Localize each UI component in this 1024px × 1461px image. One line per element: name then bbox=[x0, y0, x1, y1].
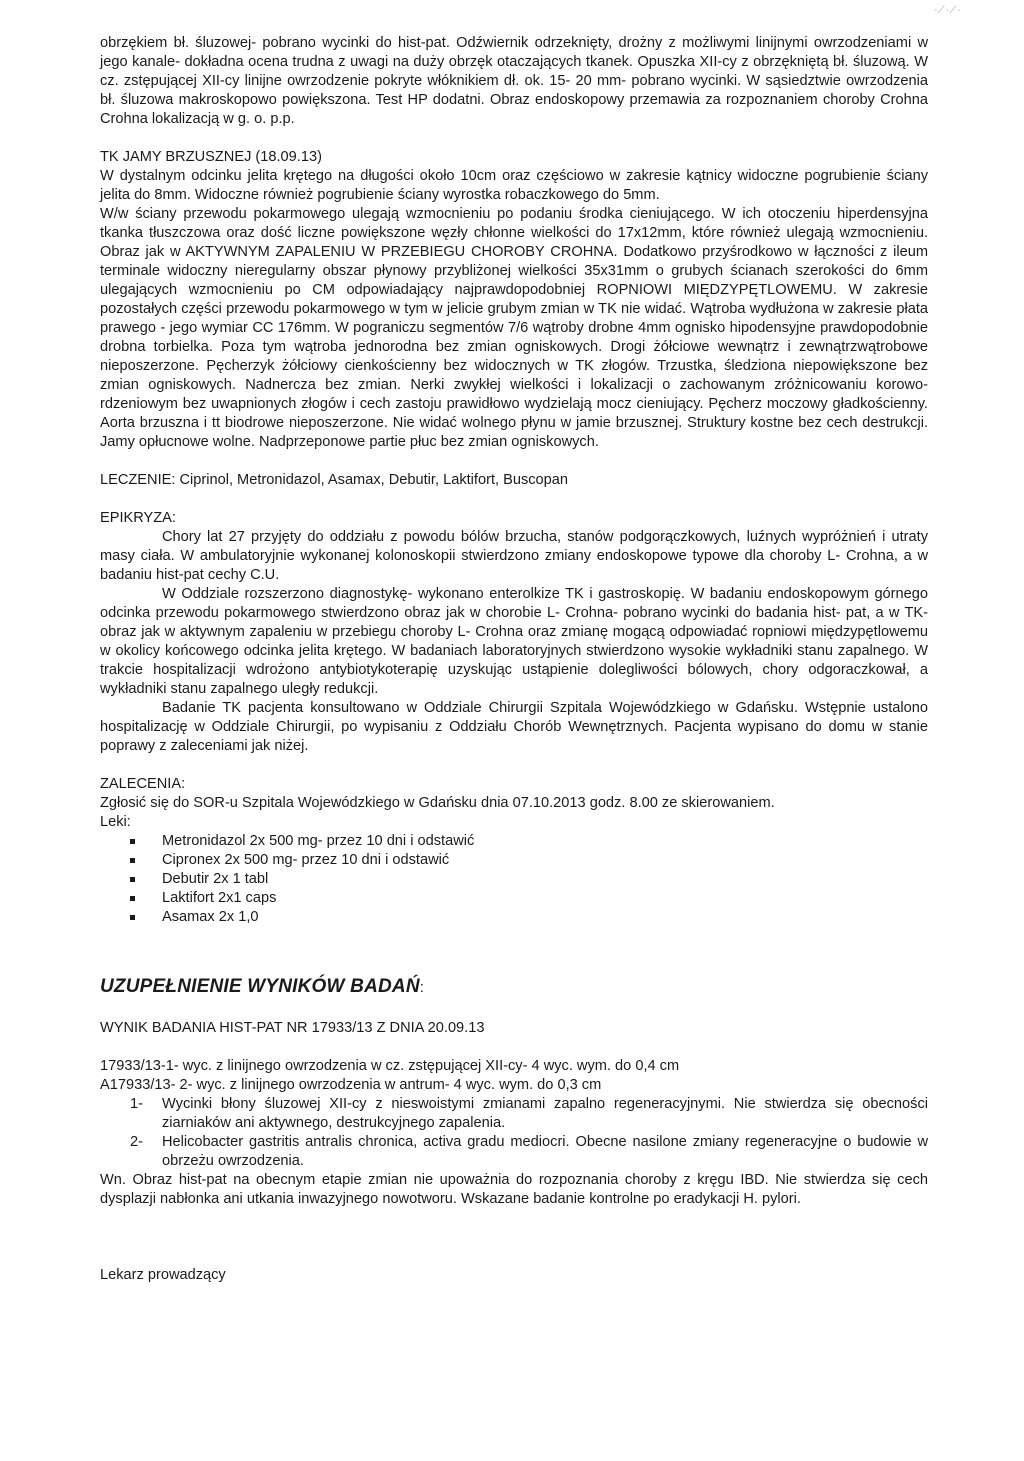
finding-item bbox=[100, 1133, 928, 1171]
supplement-title bbox=[100, 975, 928, 1000]
epicrisis-paragraph-1: Chory lat 27 przyjęty do oddziału z powodu bólów brzucha, stanów podgorączkowych, luźnych wypróżnień i utraty masy ciała. W ambulatoryjnie wykonanej kolonoskopii stwierdzono zmiany endoskopowe typowe dla choroby L- Crohna, a w badaniu hist-pat cechy C.U. bbox=[100, 529, 928, 583]
finding-item bbox=[100, 1095, 928, 1133]
ct-heading: TK JAMY BRZUSZNEJ (18.09.13) bbox=[100, 149, 322, 165]
supplement-title-text: UZUPEŁNIENIE WYNIKÓW BADAŃ bbox=[100, 976, 420, 997]
epicrisis-heading: EPIKRYZA: bbox=[100, 510, 176, 526]
finding-text: Helicobacter gastritis antralis chronica, activa gradu mediocri. Obecne nasilone zmiany regeneracyjne o budowie w obrzeżu owrzodzenia. bbox=[162, 1134, 928, 1169]
ct-body: W/w ściany przewodu pokarmowego ulegają wzmocnieniu po podaniu środka cieniującego. W ich otoczeniu hiperdensyjna tkanka tłuszczowa oraz dość liczne powiększone węzły chłonne wielkości do 17x12mm, które również ulegają wzmocnieniu. Obraz jak w AKTYWNYM ZAPALENIU W PRZEBIEGU CHOROBY CROHNA. Dodatkowo przyśrodkowo w łączności z ileum terminale widoczny nieregularny obszar płynowy przybliżonej wielkości 35x31mm o grubych ścianach szerokości do 6mm ulegających wzmocnieniu po CM odpowiadający najprawdopodobniej ROPNIOWI MIĘDZYPĘTLOWEMU. W zakresie pozostałych części przewodu pokarmowego w tym w jelicie grubym zmian w TK nie widać. Wątroba wydłużona w zakresie płata prawego - jego wymiar CC 176mm. W pograniczu segmentów 7/6 wątroby drobne 4mm ognisko hipodensyjne prawdopodobnie drobna torbielka. Poza tym wątroba jednorodna bez zmian ogniskowych. Drogi żółciowe wewnątrz i zewnątrzwątrobowe nieposzerzone. Pęcherzyk żółciowy cienkościenny bez widocznych w TK złogów. Trzustka, śledziona niepowiększone bez zmian ogniskowych. Nadnercza bez zmian. Nerki zwykłej wielkości i lokalizacji o zachowanym zróżnicowaniu korowo-rdzeniowym bez uwapnionych złogów i cech zastoju prawidłowo wydzielają mocz cieniujący. Pęcherz moczowy gładkościenny. Aorta brzuszna i tt biodrowe nieposzerzone. Nie widać wolnego płynu w jamie brzusznej. Struktury kostne bez cech destrukcji. Jamy opłucnowe wolne. Nadprzeponowe partie płuc bez zmian ogniskowych. bbox=[100, 206, 928, 450]
finding-text: Wycinki błony śluzowej XII-cy z nieswoistymi zmianami zapalno regeneracyjnymi. Nie stwierdza się obecności ziarniaków ani aktywnego, destrukcyjnego zapalenia. bbox=[162, 1096, 928, 1131]
ct-line-1: W dystalnym odcinku jelita krętego na długości około 10cm oraz częściowo w zakresie kątnicy widoczne pogrubienie ściany jelita do 8mm. Widoczne również pogrubienie ściany wyrostka robaczkowego do 5mm. bbox=[100, 168, 928, 203]
scan-mark: · ∕ · ⁄ · bbox=[934, 4, 961, 16]
epicrisis-paragraph-2: W Oddziale rozszerzono diagnostykę- wykonano enterolkize TK i gastroskopię. W badaniu endoskopowym górnego odcinka przewodu pokarmowego stwierdzono obraz jak w chorobie L- Crohna- pobrano wycinki do badania hist- pat, a w TK- obraz jak w aktywnym zapaleniu w przebiegu choroby L- Crohna oraz zmianę mogącą odpowiadać ropniowi międzypętlowemu w okolicy końcowego odcinka jelita krętego. W badaniach laboratoryjnych stwierdzono wysokie wykładniki stanu zapalnego. W trakcie hospitalizacji wdrożono antybiotykoterapię uzyskując ustąpienie dolegliwości bólowych, chory odgoraczkował, a wykładniki stanu zapalnego uległy redukcji. bbox=[100, 586, 928, 697]
medication-item: Debutir 2x 1 tabl bbox=[100, 870, 928, 889]
histpat-conclusion: Wn. Obraz hist-pat na obecnym etapie zmian nie upoważnia do rozpoznania choroby z kręgu IBD. Nie stwierdza się cech dysplazji nabłonka ani utkania inwazyjnego nowotworu. Wskazane badanie kontrolne po eradykacji H. pylori. bbox=[100, 1172, 928, 1207]
finding-number: 2- bbox=[130, 1134, 143, 1150]
histpat-sample-1: 17933/13-1- wyc. z linijnego owrzodzenia w cz. zstępującej XII-cy- 4 wyc. wym. do 0,4 cm bbox=[100, 1058, 680, 1074]
histpat-findings bbox=[100, 1095, 928, 1171]
epicrisis-paragraph-3: Badanie TK pacjenta konsultowano w Oddziale Chirurgii Szpitala Wojewódzkiego w Gdańsku. Wstępnie ustalono hospitalizację w Oddziale Chirurgii, po wypisaniu z Oddziału Chorób Wewnętrznych. Pacjenta wypisano do domu w stanie poprawy z zaleceniami jak niżej. bbox=[100, 700, 928, 754]
histpat-sample-2: A17933/13- 2- wyc. z linijnego owrzodzenia w antrum- 4 wyc. wym. do 0,3 cm bbox=[100, 1077, 602, 1093]
treatment: LECZENIE: Ciprinol, Metronidazol, Asamax, Debutir, Laktifort, Buscopan bbox=[100, 472, 569, 488]
document-page bbox=[100, 34, 928, 1285]
finding-number: 1- bbox=[130, 1096, 143, 1112]
supplement-title-colon: : bbox=[419, 979, 425, 996]
recommendations-line: Zgłosić się do SOR-u Szpitala Wojewódzkiego w Gdańsku dnia 07.10.2013 godz. 8.00 ze skierowaniem. bbox=[100, 795, 775, 811]
endoscopy-description: obrzękiem bł. śluzowej- pobrano wycinki do hist-pat. Odźwiernik odrzeknięty, drożny z możliwymi linijnymi owrzodzeniami w jego kanale- dokładna ocena trudna z uwagi na duży obrzęk otaczających tkanek. Opuszka XII-cy z obrzękniętą bł. śluzową. W cz. zstępującej XII-cy linijne owrzodzenie pokryte włóknikiem dł. ok. 15- 20 mm- pobrano wycinki. W sąsiedztwie owrzodzenia bł. śluzowa makroskopowo powiększona. Test HP dodatni. Obraz endoskopowy przemawia za rozpoznaniem choroby Crohna Crohna lokalizacją w g. o. p.p. bbox=[100, 35, 928, 127]
meds-label: Leki: bbox=[100, 814, 131, 830]
histpat-report-title: WYNIK BADANIA HIST-PAT NR 17933/13 Z DNIA 20.09.13 bbox=[100, 1020, 485, 1036]
medication-item: Metronidazol 2x 500 mg- przez 10 dni i odstawić bbox=[100, 832, 928, 851]
medication-item: Cipronex 2x 500 mg- przez 10 dni i odstawić bbox=[100, 851, 928, 870]
attending-physician-label: Lekarz prowadzący bbox=[100, 1267, 226, 1283]
recommendations-heading: ZALECENIA: bbox=[100, 776, 186, 792]
medication-item: Laktifort 2x1 caps bbox=[100, 889, 928, 908]
medication-list bbox=[100, 832, 928, 927]
medication-item: Asamax 2x 1,0 bbox=[100, 908, 928, 927]
